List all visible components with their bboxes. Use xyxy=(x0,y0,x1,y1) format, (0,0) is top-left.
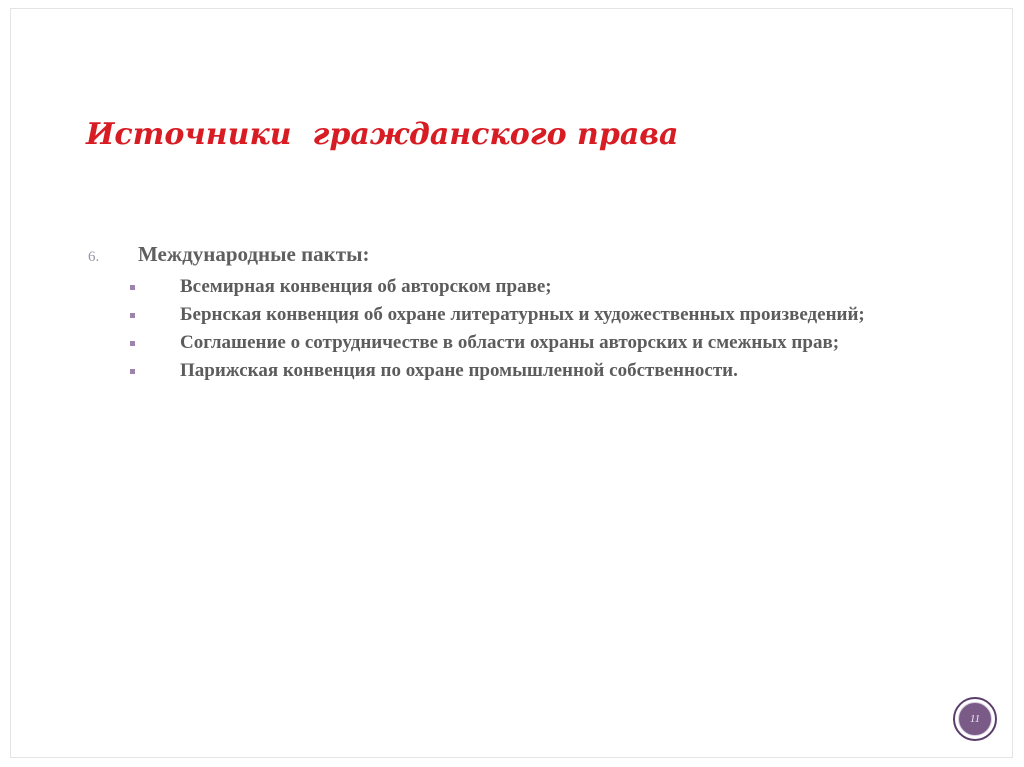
list-item xyxy=(130,275,930,299)
list-item-text: Соглашение о сотрудничестве в области охраны авторских и смежных прав; xyxy=(180,332,840,353)
bullet-square-icon xyxy=(130,313,135,318)
list-item-text: Парижская конвенция по охране промышленной собственности. xyxy=(180,360,738,381)
bullet-square-icon xyxy=(130,369,135,374)
list-item xyxy=(130,303,930,327)
list-item-text: Всемирная конвенция об авторском праве; xyxy=(180,276,552,297)
page-number-badge xyxy=(953,697,997,741)
item-heading: Международные пакты: xyxy=(138,242,370,266)
list-item xyxy=(130,359,930,383)
bullet-square-icon xyxy=(130,341,135,346)
list-item-text: Бернская конвенция об охране литературных и художественных произведений; xyxy=(180,304,865,325)
slide-title: Источники гражданского права xyxy=(86,117,679,152)
list-item xyxy=(130,331,930,355)
bullet-list xyxy=(130,275,930,387)
bullet-square-icon xyxy=(130,285,135,290)
item-number: 6. xyxy=(88,249,100,265)
page-number: 11 xyxy=(958,702,992,736)
